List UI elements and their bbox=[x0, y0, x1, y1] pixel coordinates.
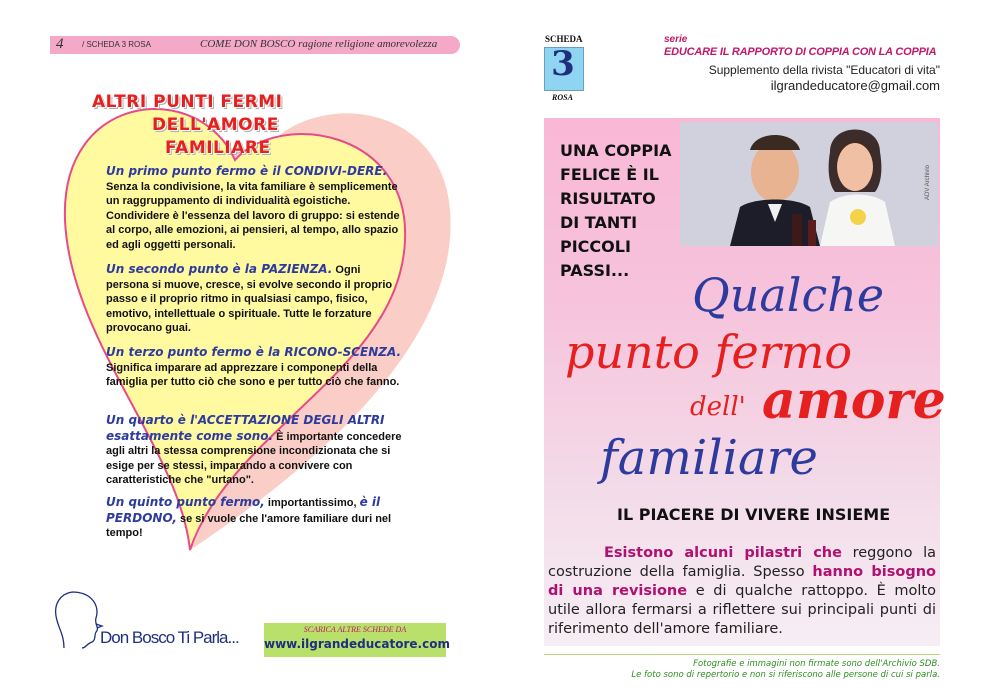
left-title-line-3: FAMILIARE bbox=[165, 138, 271, 158]
paragraph-lead: Un quarto è l'ACCETTAZIONE DEGLI ALTRI esattamente come sono. bbox=[106, 413, 385, 443]
intro-lead: Esistono alcuni pilastri che bbox=[604, 545, 842, 561]
supplement-note: Supplemento della rivista "Educatori di vita" bbox=[708, 63, 940, 77]
script-title-punto-fermo: punto fermo bbox=[565, 325, 853, 379]
don-bosco-profile-icon bbox=[42, 588, 108, 650]
left-title-line-1: ALTRI PUNTI FERMI bbox=[92, 92, 283, 112]
script-title-dell: dell' bbox=[690, 392, 746, 422]
page-number: 4 bbox=[56, 36, 64, 52]
script-title-familiare: familiare bbox=[600, 430, 818, 486]
intro-paragraph bbox=[548, 544, 936, 639]
slogan-line-5: PICCOLI bbox=[560, 237, 631, 256]
slogan-line-6: PASSI... bbox=[560, 261, 630, 280]
website-link[interactable]: www.ilgrandeducatore.com bbox=[264, 637, 450, 651]
paragraph-text: Significa imparare ad apprezzare i componenti della famiglia per tutto ciò che sono e per tutto ciò che fanno. bbox=[106, 361, 400, 388]
download-label: SCARICA ALTRE SCHEDE DA bbox=[303, 625, 407, 634]
slogan-line-1: UNA COPPIA bbox=[560, 141, 672, 160]
paragraph-text: importantissimo, bbox=[264, 497, 360, 509]
contact-email[interactable]: ilgrandeducatore@gmail.com bbox=[770, 78, 940, 93]
scheda-number: 3 bbox=[551, 44, 575, 84]
series-title: EDUCARE IL RAPPORTO DI COPPIA CON LA COPPIA bbox=[664, 46, 937, 58]
left-title-line-2: DELL'AMORE bbox=[152, 115, 279, 135]
intro-highlight: hanno bisogno di una revisione bbox=[548, 564, 936, 599]
script-title-amore: amore bbox=[762, 370, 946, 431]
paragraph-riconoscenza bbox=[106, 345, 402, 390]
paragraph-lead: Un secondo punto è la PAZIENZA. bbox=[106, 262, 333, 276]
intro-text-1: reggono la costruzione della famiglia. Spesso bbox=[548, 545, 936, 580]
footnote-disclaimer: Le foto sono di repertorio e non si riferiscono alle persone di cui si parla. bbox=[631, 670, 940, 680]
scheda-label: SCHEDA bbox=[545, 34, 583, 44]
footer-divider bbox=[544, 654, 940, 655]
paragraph-accettazione bbox=[106, 413, 402, 488]
script-title-qualche: Qualche bbox=[692, 268, 885, 322]
serie-label: serie bbox=[664, 34, 688, 45]
paragraph-perdono bbox=[106, 495, 402, 541]
couple-photo bbox=[680, 122, 938, 246]
header-scheda: / SCHEDA 3 ROSA bbox=[82, 40, 151, 49]
paragraph-text-2: se si vuole che l'amore familiare duri nel tempo! bbox=[106, 512, 392, 539]
paragraph-text: Ogni persona si muove, cresce, si evolve secondo il proprio passo e il proprio ritmo in qualsiasi campo, fisico, emotivo, intellettuale o spirituale. Tutte le forzature provocano guai. bbox=[106, 264, 393, 334]
paragraph-text: Senza la condivisione, la vita familiare è semplicemente un raggruppamento di individualità egoistiche. Condividere è l'essenza del lavoro di gruppo: si estende al corpo, alle emozioni, ai pensieri, al tempo, allo spazio ed agli oggetti personali. bbox=[106, 180, 400, 251]
paragraph-text: È importante concedere agli altri la stessa comprensione incondizionata che si esige per se stessi, imparando a convivere con caratteristiche che "urtano". bbox=[106, 430, 402, 486]
photo-credit: ADV Archivio bbox=[925, 164, 931, 200]
subtitle: IL PIACERE DI VIVERE INSIEME bbox=[617, 505, 891, 524]
slogan-line-3: RISULTATO bbox=[560, 189, 656, 208]
footnote-photos: Fotografie e immagini non firmate sono dell'Archivio SDB. bbox=[693, 659, 940, 669]
scheda-color: ROSA bbox=[552, 93, 573, 102]
paragraph-condividere bbox=[106, 164, 402, 252]
header-title: COME DON BOSCO ragione religione amorevolezza bbox=[200, 38, 438, 50]
paragraph-lead: Un primo punto fermo è il CONDIVI-DERE. bbox=[106, 164, 388, 178]
paragraph-lead: Un terzo punto fermo è la RICONO-SCENZA. bbox=[106, 345, 402, 359]
paragraph-lead: Un quinto punto fermo, bbox=[106, 495, 265, 509]
paragraph-lead-2: è il PERDONO, bbox=[106, 495, 381, 525]
intro-text-2: e di qualche rattoppo. È molto utile allora fermarsi a riflettere sui principali punti di riferimento dell'amore familiare. bbox=[548, 583, 936, 637]
paragraph-pazienza bbox=[106, 262, 402, 336]
brand-don-bosco-ti-parla: Don Bosco Ti Parla... bbox=[100, 628, 239, 647]
slogan-line-2: FELICE È IL bbox=[560, 165, 659, 184]
slogan-line-4: DI TANTI bbox=[560, 213, 638, 232]
